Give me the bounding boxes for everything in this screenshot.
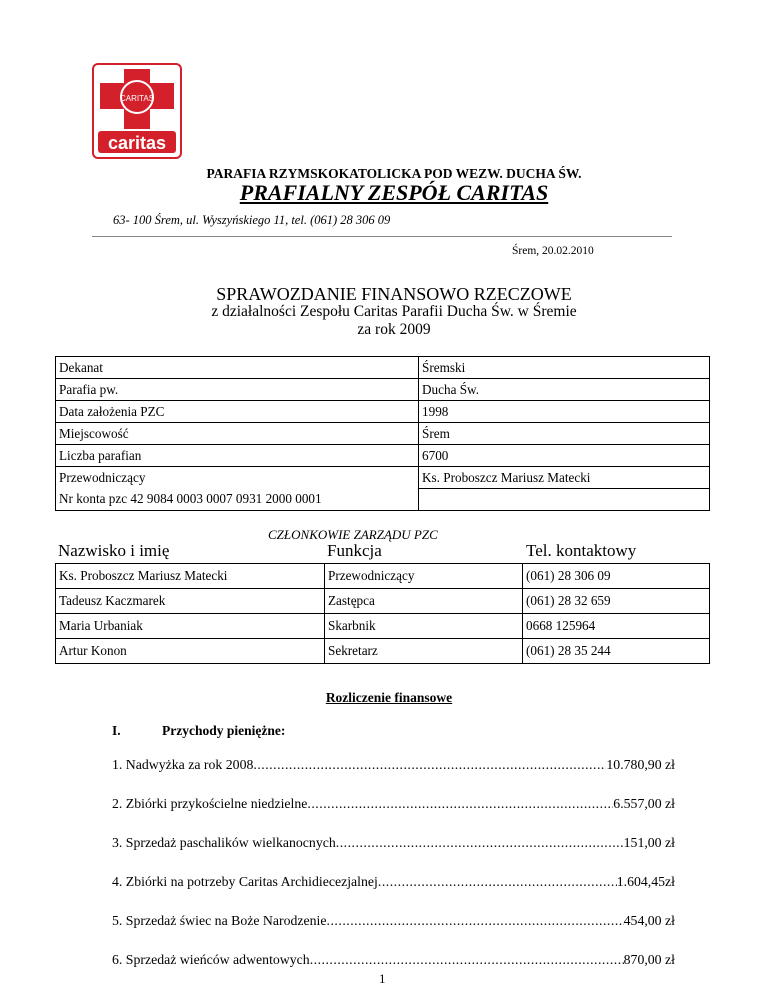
list-item: 5. Sprzedaż świec na Boże Narodzenie ..... 454,00 zł (112, 913, 675, 929)
list-item: 4. Zbiórki na potrzeby Caritas Archidiecezjalnej ..... 1.604,45zł (112, 874, 675, 890)
header-name: Nazwisko i imię (58, 541, 170, 560)
info-value (419, 489, 710, 511)
report-subtitle: z działalności Zespołu Caritas Parafii Ducha Św. w Śremie (211, 303, 577, 320)
list-item: 1. Nadwyżka za rok 2008 ..... 10.780,90 zł (112, 757, 675, 773)
table-row (56, 445, 710, 467)
member-function: Sekretarz (325, 639, 523, 664)
members-table (55, 563, 710, 664)
table-row (56, 467, 710, 489)
info-value: Ks. Proboszcz Mariusz Matecki (419, 467, 710, 489)
list-item: 2. Zbiórki przykościelne niedzielne ..... 6.557,00 zł (112, 796, 675, 812)
report-title: SPRAWOZDANIE FINANSOWO RZECZOWE (216, 284, 572, 304)
svg-text:caritas: caritas (107, 133, 167, 153)
table-row (56, 639, 710, 664)
team-name: PRAFIALNY ZESPÓŁ CARITAS (239, 180, 549, 205)
table-row (56, 423, 710, 445)
info-label: Miejscowość (56, 423, 419, 445)
parish-info-table (55, 356, 710, 511)
member-name: Maria Urbaniak (56, 614, 325, 639)
finance-title: Rozliczenie finansowe (325, 690, 453, 705)
header-function: Funkcja (327, 541, 382, 560)
info-value: Śremski (419, 357, 710, 379)
member-function: Zastępca (325, 589, 523, 614)
table-row (56, 564, 710, 589)
info-label: Nr konta pzc 42 9084 0003 0007 0931 2000 0001 (56, 489, 419, 511)
section-title: Przychody pieniężne: (162, 723, 286, 738)
table-row (56, 489, 710, 511)
header-phone: Tel. kontaktowy (526, 541, 637, 560)
report-year: za rok 2009 (357, 321, 431, 338)
header-divider (92, 236, 672, 237)
list-item: 6. Sprzedaż wieńców adwentowych ..... 870,00 zł (112, 952, 675, 968)
table-row (56, 357, 710, 379)
caritas-logo (92, 63, 182, 159)
member-name: Ks. Proboszcz Mariusz Matecki (56, 564, 325, 589)
member-phone: (061) 28 32 659 (523, 589, 710, 614)
info-value: 6700 (419, 445, 710, 467)
member-function: Skarbnik (325, 614, 523, 639)
member-phone: (061) 28 35 244 (523, 639, 710, 664)
info-value: Ducha Św. (419, 379, 710, 401)
info-label: Dekanat (56, 357, 419, 379)
address: 63- 100 Śrem, ul. Wyszyńskiego 11, tel. (061) 28 306 09 (113, 213, 391, 227)
member-function: Przewodniczący (325, 564, 523, 589)
info-label: Liczba parafian (56, 445, 419, 467)
info-value: Śrem (419, 423, 710, 445)
table-row (56, 589, 710, 614)
table-row (56, 401, 710, 423)
table-row (56, 614, 710, 639)
report-date: Śrem, 20.02.2010 (512, 245, 594, 257)
info-label: Parafia pw. (56, 379, 419, 401)
info-label: Data założenia PZC (56, 401, 419, 423)
section-number: I. (112, 723, 121, 738)
info-value: 1998 (419, 401, 710, 423)
svg-text:CARITAS: CARITAS (119, 94, 155, 103)
member-name: Artur Konon (56, 639, 325, 664)
member-phone: 0668 125964 (523, 614, 710, 639)
parish-name: PARAFIA RZYMSKOKATOLICKA POD WEZW. DUCHA ŚW. (206, 166, 582, 181)
member-name: Tadeusz Kaczmarek (56, 589, 325, 614)
table-row (56, 379, 710, 401)
members-title: CZŁONKOWIE ZARZĄDU PZC (268, 527, 438, 542)
page-number: 1 (379, 971, 386, 986)
list-item: 3. Sprzedaż paschalików wielkanocnych ..... 151,00 zł (112, 835, 675, 851)
info-label: Przewodniczący (56, 467, 419, 489)
member-phone: (061) 28 306 09 (523, 564, 710, 589)
